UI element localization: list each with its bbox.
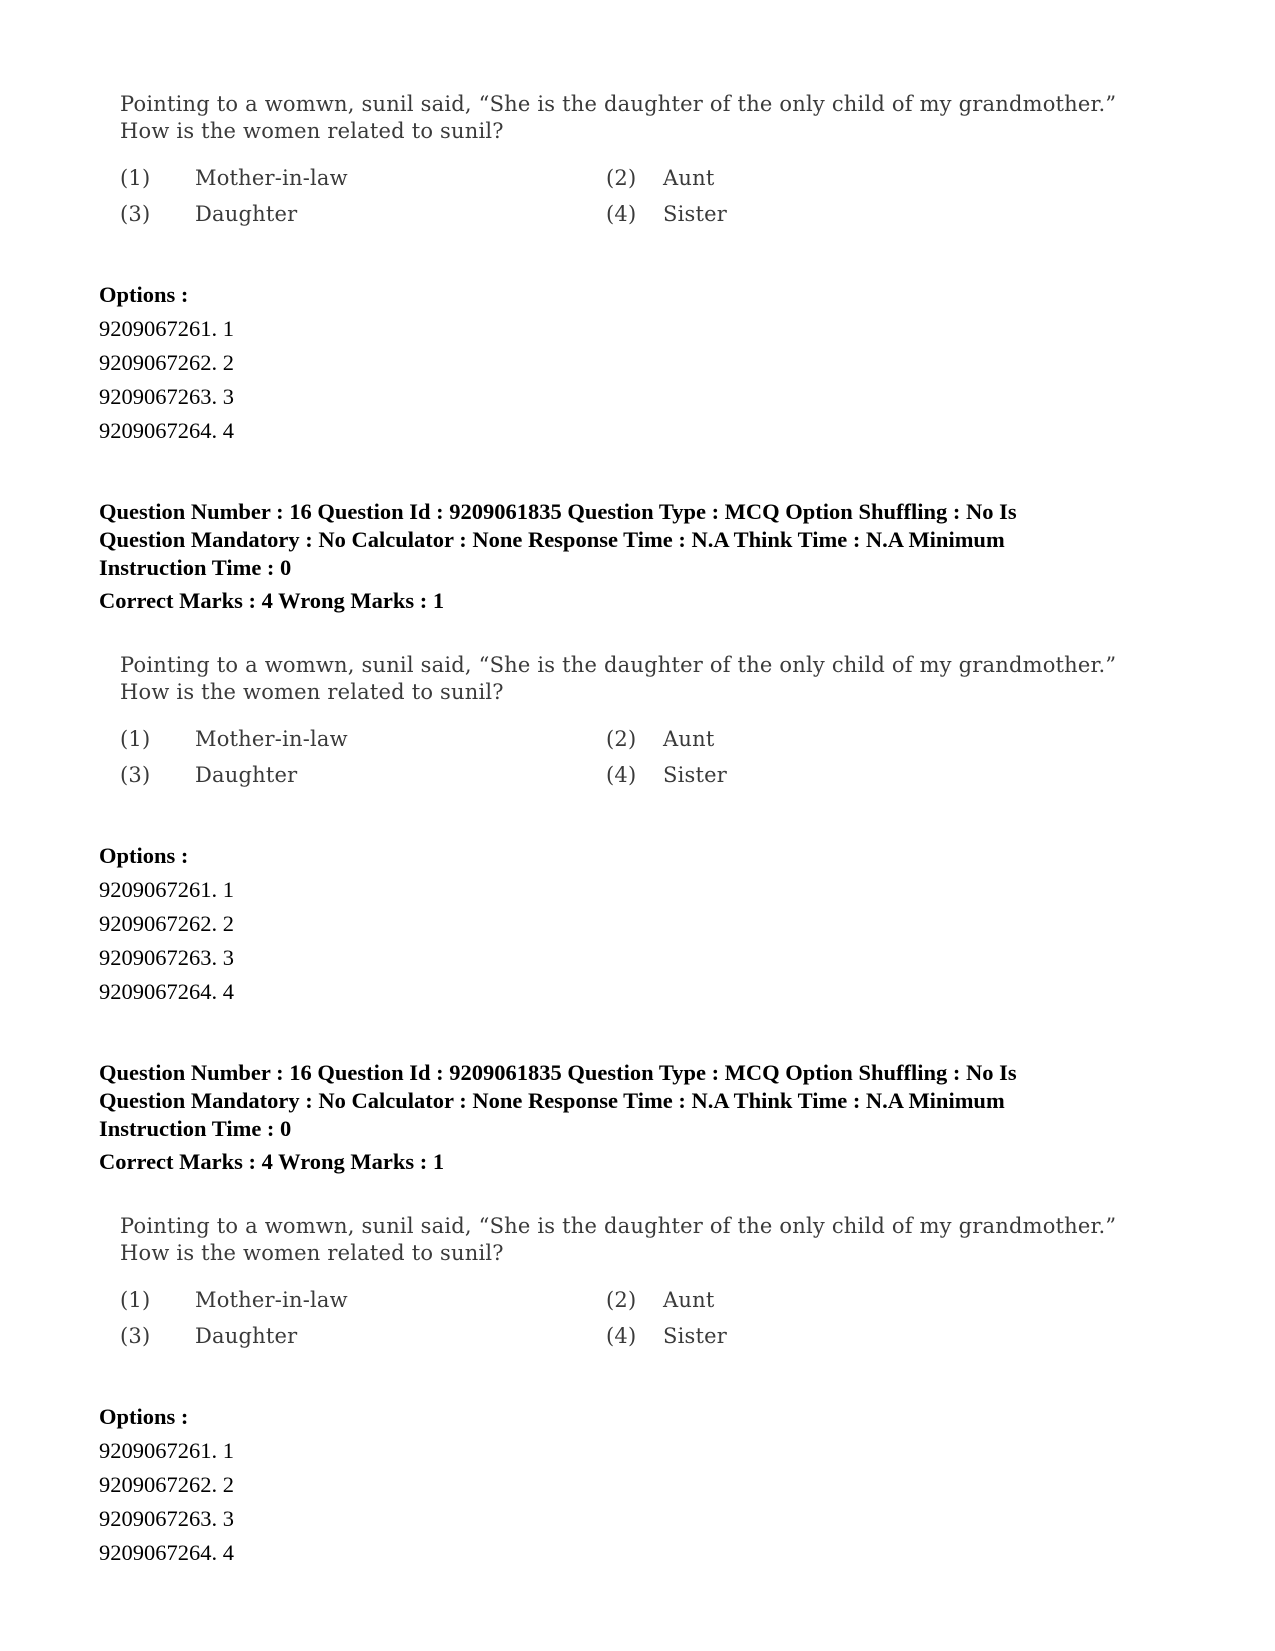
option-1: 9209067261. 1 (99, 316, 234, 341)
header-line-1: Question Number : 16 Question Id : 9209061835 Question Type : MCQ Option Shuffling : No Is (99, 1060, 1017, 1085)
choice-text: Sister (663, 202, 727, 226)
header-line-3: Instruction Time : 0 (99, 1116, 292, 1141)
choice-text: Aunt (663, 727, 715, 751)
option-2: 9209067262. 2 (99, 911, 234, 936)
question-text-line-1: Pointing to a womwn, sunil said, “She is the daughter of the only child of my grandmother.” (120, 92, 1117, 116)
option-1: 9209067261. 1 (99, 1438, 234, 1463)
choice-text: Sister (663, 763, 727, 787)
options-title: Options : (99, 282, 189, 307)
question-text-line-1: Pointing to a womwn, sunil said, “She is the daughter of the only child of my grandmother.” (120, 1214, 1117, 1238)
options-title: Options : (99, 1404, 189, 1429)
choice-text: Sister (663, 1324, 727, 1348)
option-1: 9209067261. 1 (99, 877, 234, 902)
options-title: Options : (99, 843, 189, 868)
marks-line: Correct Marks : 4 Wrong Marks : 1 (99, 1149, 445, 1174)
option-4: 9209067264. 4 (99, 1540, 234, 1565)
option-3: 9209067263. 3 (99, 945, 234, 970)
option-2: 9209067262. 2 (99, 350, 234, 375)
question-image (120, 653, 1140, 803)
choice-number: (4) (606, 763, 637, 787)
question-image (120, 1214, 1140, 1364)
header-line-1: Question Number : 16 Question Id : 9209061835 Question Type : MCQ Option Shuffling : No Is (99, 499, 1017, 524)
choice-number: (1) (120, 166, 151, 190)
option-4: 9209067264. 4 (99, 979, 234, 1004)
marks-line: Correct Marks : 4 Wrong Marks : 1 (99, 588, 445, 613)
question-text-line-2: How is the women related to sunil? (120, 680, 504, 704)
choice-text: Daughter (195, 763, 298, 787)
choice-text: Aunt (663, 1288, 715, 1312)
option-2: 9209067262. 2 (99, 1472, 234, 1497)
choice-number: (3) (120, 202, 151, 226)
choice-number: (3) (120, 1324, 151, 1348)
choice-number: (2) (606, 727, 637, 751)
choice-number: (2) (606, 1288, 637, 1312)
choice-number: (1) (120, 1288, 151, 1312)
question-text-line-2: How is the women related to sunil? (120, 119, 504, 143)
choice-text: Mother-in-law (195, 1288, 348, 1312)
choice-number: (1) (120, 727, 151, 751)
choice-text: Mother-in-law (195, 166, 348, 190)
choice-text: Aunt (663, 166, 715, 190)
question-header (99, 1059, 1179, 1143)
header-line-2: Question Mandatory : No Calculator : None Response Time : N.A Think Time : N.A Minimum (99, 1088, 1005, 1113)
question-image (120, 92, 1140, 242)
question-text-line-1: Pointing to a womwn, sunil said, “She is the daughter of the only child of my grandmother.” (120, 653, 1117, 677)
choice-number: (4) (606, 1324, 637, 1348)
option-3: 9209067263. 3 (99, 1506, 234, 1531)
question-text-line-2: How is the women related to sunil? (120, 1241, 504, 1265)
choice-text: Daughter (195, 202, 298, 226)
choice-text: Mother-in-law (195, 727, 348, 751)
choice-number: (3) (120, 763, 151, 787)
choice-number: (2) (606, 166, 637, 190)
option-4: 9209067264. 4 (99, 418, 234, 443)
question-header (99, 498, 1179, 582)
header-line-3: Instruction Time : 0 (99, 555, 292, 580)
choice-text: Daughter (195, 1324, 298, 1348)
header-line-2: Question Mandatory : No Calculator : None Response Time : N.A Think Time : N.A Minimum (99, 527, 1005, 552)
choice-number: (4) (606, 202, 637, 226)
option-3: 9209067263. 3 (99, 384, 234, 409)
